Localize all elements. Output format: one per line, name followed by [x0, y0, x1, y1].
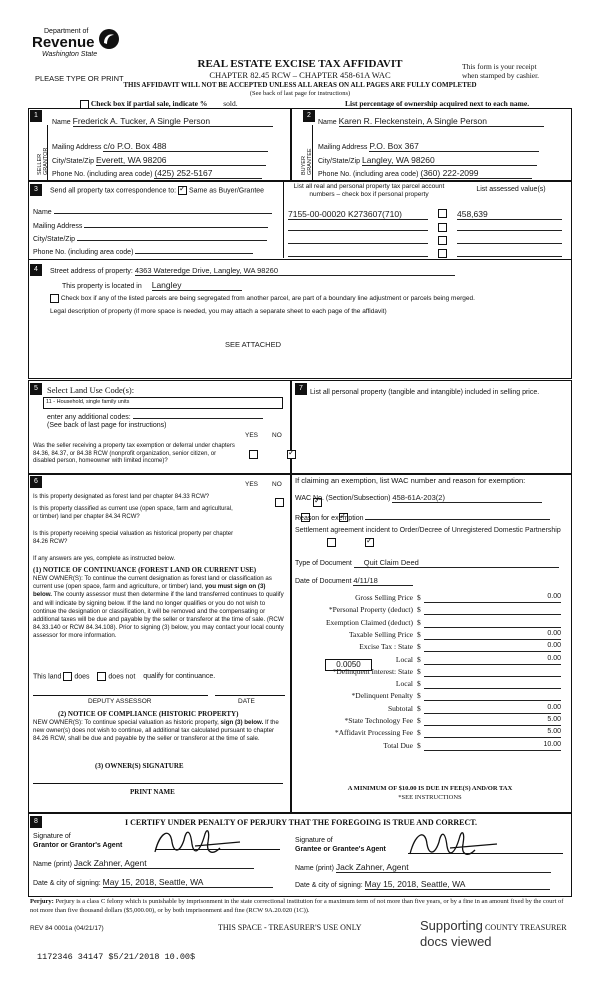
s1-phone-row: Phone No. (including area code) (425) 252-5167	[52, 168, 286, 179]
parcel-number-3[interactable]	[288, 234, 428, 244]
correspondence-name[interactable]	[54, 205, 272, 214]
fee-dollar-sign: $	[417, 679, 421, 689]
s1-city-row: City/State/Zip Everett, WA 98206	[52, 155, 286, 166]
fee-row	[295, 593, 563, 603]
fee-value[interactable]: 0.00	[424, 704, 561, 714]
reason-row: Reason for exemption	[295, 511, 550, 522]
s3-name-row: Name	[33, 205, 278, 216]
deputy-assessor-label: DEPUTY ASSESSOR	[88, 698, 152, 705]
s6-q3: Is this property receiving special valuation as historical property per chapter 84.26 RCW?	[33, 531, 234, 545]
seller-city[interactable]: Everett, WA 98206	[96, 155, 266, 166]
section-4-number: 4	[30, 264, 42, 276]
fee-value[interactable]: 0.00	[424, 593, 561, 603]
right-date-row: Date & city of signing: May 15, 2018, Seattle, WA	[295, 879, 550, 890]
dept-line2: Revenue	[32, 34, 95, 51]
fee-row	[295, 704, 563, 714]
fee-label: Taxable Selling Price	[348, 629, 413, 639]
buyer-grantee-label: BUYER GRANTEE	[301, 148, 313, 175]
revenue-logo	[32, 28, 127, 68]
left-name-row: Name (print) Jack Zahner, Agent	[33, 858, 254, 869]
personal-property-label: List all personal property (tangible and intangible) included in selling price.	[310, 389, 540, 396]
list-percentage: List percentage of ownership acquired next to each name.	[345, 99, 530, 108]
fee-row	[295, 642, 563, 652]
fee-label: *Personal Property (deduct)	[328, 605, 413, 615]
fee-dollar-sign: $	[417, 629, 421, 639]
fee-label: Local	[395, 654, 413, 664]
correspondence-phone[interactable]	[135, 245, 253, 254]
s4-located-row: This property is located in Langley	[62, 280, 242, 291]
s2-name-row: Name Karen R. Fleckenstein, A Single Person	[318, 116, 566, 127]
local-rate: 0.0050	[336, 660, 361, 669]
s5-see-back: (See back of last page for instructions)	[47, 422, 167, 429]
parcel-header1: List all real and personal property tax parcel account	[293, 183, 445, 190]
seller-grantor-label: SELLER GRANTOR	[37, 147, 49, 175]
additional-codes-row: enter any additional codes:	[47, 410, 263, 421]
left-date-row: Date & city of signing: May 15, 2018, Seattle, WA	[33, 877, 273, 888]
fee-row	[295, 728, 563, 738]
fee-value[interactable]	[424, 679, 561, 689]
rev-number: REV 84 0001a (04/21/17)	[30, 925, 104, 932]
fee-dollar-sign: $	[417, 691, 421, 701]
fee-label: Exemption Claimed (deduct)	[325, 617, 413, 627]
fee-dollar-sign: $	[417, 593, 421, 602]
fee-value[interactable]	[424, 605, 561, 615]
land-does-checkbox[interactable]	[63, 672, 72, 681]
right-signature-icon	[405, 822, 515, 864]
chapter-line: CHAPTER 82.45 RCW – CHAPTER 458-61A WAC	[209, 70, 391, 80]
notice2-text: NEW OWNER(S): To continue special valuation as historic property, sign (3) below. If the new owner(s) does not wish to continue, all additional tax calculated pursuant to chapter 84.26 RCW, shall be due and payable by the seller or transferor at the time of sale.	[33, 719, 279, 743]
left-signature-label: Signature of Grantor or Grantor's Agent	[33, 833, 123, 849]
fee-row	[295, 618, 563, 628]
right-signature-label: Signature of Grantee or Grantee's Agent	[295, 837, 386, 853]
assessed-value[interactable]: 458,639	[457, 209, 562, 220]
certify-statement: I CERTIFY UNDER PENALTY OF PERJURY THAT THE FOREGOING IS TRUE AND CORRECT.	[125, 818, 478, 827]
s1-name-row: Name Frederick A. Tucker, A Single Person	[52, 116, 286, 127]
notice1-title: (1) NOTICE OF CONTINUANCE (FOREST LAND OR CURRENT USE)	[33, 566, 257, 574]
fee-dollar-sign: $	[417, 642, 421, 652]
additional-codes-input[interactable]	[133, 410, 263, 419]
s6-yes-header: YES	[245, 481, 259, 488]
exemption-question: If claiming an exemption, list WAC number and reason for exemption:	[295, 476, 526, 485]
land-use-code: 11 - Household, single family units	[46, 399, 130, 405]
land-does-not-checkbox[interactable]	[97, 672, 106, 681]
this-land-row: This land does does not qualify for continuance.	[33, 673, 216, 681]
fee-label: *Delinquent Interest: State	[332, 666, 413, 676]
left-signature-icon	[150, 822, 260, 862]
assessed-value-3[interactable]	[457, 234, 562, 244]
s6-q3-yes-checkbox[interactable]	[327, 538, 336, 547]
s2-phone-row: Phone No. (including area code) (360) 222-2099	[318, 168, 566, 179]
section-6-number: 6	[30, 476, 42, 488]
s2-mail-row: Mailing Address P.O. Box 367	[318, 141, 566, 152]
fee-value[interactable]	[424, 667, 561, 677]
grantee-date-city[interactable]: May 15, 2018, Seattle, WA	[365, 879, 550, 890]
section-1-number: 1	[30, 110, 42, 122]
document-type[interactable]: Quit Claim Deed	[354, 558, 559, 568]
s6-no-header: NO	[272, 481, 282, 488]
owner-signature-line	[33, 783, 283, 784]
s3-phone-row: Phone No. (including area code)	[33, 245, 278, 256]
s5-no-header: NO	[272, 432, 282, 439]
right-name-row: Name (print) Jack Zahner, Agent	[295, 862, 551, 873]
same-as-buyer-checkbox[interactable]	[178, 186, 187, 195]
assessed-value-2[interactable]	[457, 221, 562, 231]
correspondence-mailing-address[interactable]	[84, 219, 268, 228]
fee-row	[295, 679, 563, 689]
s6-q1: Is this property designated as forest land per chapter 84.33 RCW?	[33, 494, 210, 500]
wac-row: WAC No. (Section/Subsection) 458-61A-203(2)	[295, 493, 542, 503]
grantor-date-city[interactable]: May 15, 2018, Seattle, WA	[103, 877, 273, 888]
partial-sale: Check box if partial sale, indicate % sold.	[80, 99, 238, 109]
doc-type-row: Type of Document Quit Claim Deed	[295, 558, 559, 568]
fee-label: Local	[395, 679, 413, 689]
s5-q1-no-checkbox[interactable]	[287, 450, 296, 459]
section-4-box	[28, 258, 572, 379]
section-3-number: 3	[30, 184, 42, 196]
fee-label: *Delinquent Penalty	[351, 691, 413, 701]
s5-yes-header: YES	[245, 432, 259, 439]
fee-dollar-sign: $	[417, 605, 421, 615]
fee-value[interactable]: 5.00	[424, 716, 561, 726]
see-instructions: *SEE INSTRUCTIONS	[398, 794, 462, 801]
s4-street-row: Street address of property: 4363 Wateredge Drive, Langley, WA 98260	[50, 266, 455, 276]
parcel-1-personal-checkbox[interactable]	[438, 209, 447, 218]
segregated-checkbox[interactable]	[50, 294, 59, 303]
parcel-number[interactable]: 7155-00-00020 K273607(710)	[288, 209, 428, 220]
fee-dollar-sign: $	[417, 728, 421, 738]
seller-mailing-address[interactable]: c/o P.O. Box 488	[103, 141, 268, 152]
legal-description-label: Legal description of property (if more space is needed, you may attach a separate sheet to each page of the affidavit)	[50, 308, 387, 315]
fee-dollar-sign: $	[417, 740, 421, 750]
buyer-mailing-address[interactable]: P.O. Box 367	[369, 141, 539, 152]
deputy-date-line	[215, 695, 285, 696]
fee-value[interactable]	[424, 618, 561, 628]
exemption-reason[interactable]: Settlement agreement incident to Order/Decree of Unregistered Domestic Partnership	[295, 527, 561, 534]
see-back-header: (See back of last page for instructions)	[249, 90, 351, 97]
page-title: REAL ESTATE EXCISE TAX AFFIDAVIT	[197, 58, 403, 70]
fee-label: *State Technology Fee	[344, 716, 413, 725]
s6-if-any: If any answers are yes, complete as instructed below.	[33, 556, 176, 562]
section-8-number: 8	[30, 816, 42, 828]
receipt-line1: This form is your receipt	[462, 62, 537, 71]
assessed-header: List assessed value(s)	[476, 186, 546, 193]
grantor-agent-name[interactable]: Jack Zahner, Agent	[74, 858, 254, 869]
s2-vline	[312, 125, 313, 180]
s4-segregated-row: Check box if any of the listed parcels are being segregated from another parcel, are part of a boundary line adjustment or parcels being merged.	[50, 294, 475, 303]
s5-q1: Was the seller receiving a property tax exemption or deferral under chapters 84.36, 84.37, or 84.38 RCW (nonprofit organization, senior citizen, or disabled person, homeowner with limited income)?	[33, 443, 235, 464]
parcel-number-2[interactable]	[288, 221, 428, 231]
grantee-agent-name[interactable]: Jack Zahner, Agent	[336, 862, 551, 873]
fee-row	[295, 605, 563, 615]
fee-dollar-sign: $	[417, 666, 421, 676]
buyer-name[interactable]: Karen R. Fleckenstein, A Single Person	[339, 116, 544, 127]
revenue-swirl-icon	[98, 28, 120, 50]
s1-vline	[47, 125, 48, 180]
seller-phone[interactable]: (425) 252-5167	[154, 168, 262, 179]
perjury-note: Perjury: Perjury is a class C felony which is punishable by imprisonment in the state correctional institution for a maximum term of not more than five years, or by a fine in an amount fixed by the court of not more than five thousand dollars ($5,000.00), or by both imprisonment and fine (RCW 9A.20.020 (1C)).	[30, 898, 564, 914]
fee-row	[295, 716, 563, 726]
s1-mail-row: Mailing Address c/o P.O. Box 488	[52, 141, 286, 152]
wac-number[interactable]: 458-61A-203(2)	[392, 493, 542, 503]
seller-name[interactable]: Frederick A. Tucker, A Single Person	[73, 116, 273, 127]
local-rate-box[interactable]	[325, 659, 372, 671]
property-street-address[interactable]: 4363 Wateredge Drive, Langley, WA 98260	[135, 266, 455, 276]
s3-send-row: Send all property tax correspondence to: ✓ Same as Buyer/Grantee	[50, 186, 264, 195]
fee-dollar-sign: $	[417, 716, 421, 725]
parcel-number-4[interactable]	[288, 247, 428, 257]
fee-label: Total Due	[383, 740, 413, 750]
deputy-assessor-line	[33, 695, 208, 696]
parcel-4-personal-checkbox[interactable]	[438, 249, 447, 258]
s5-q1-yes-checkbox[interactable]	[249, 450, 258, 459]
land-use-select[interactable]	[43, 397, 283, 409]
fee-row	[295, 741, 563, 751]
print-name-label: PRINT NAME	[130, 788, 175, 796]
receipt-stamp: 1172346 34147 $5/21/2018 10.00$	[37, 952, 196, 962]
fee-value[interactable]: 0.00	[424, 642, 561, 652]
fee-row	[295, 691, 563, 701]
correspondence-city[interactable]	[77, 232, 267, 241]
county-treasurer: COUNTY TREASURER	[485, 923, 567, 932]
s6-q2: Is this property classified as current use (open space, farm and agricultural, or timber) land per chapter 84.34 RCW?	[33, 506, 233, 520]
notice1-text: NEW OWNER(S): To continue the current designation as forest land or classification as current use (open space, farm and agriculture, or timber) land, you must sign on (3) below. The county assessor must then determine if the land transferred continues to qualify and will indicate by signing below. If the land no longer qualifies or you do not wish to continue the designation or classification, it will be removed and the compensating or additional taxes will be due and payable by the seller or transferor at the time of sale. (RCW 84.33.140 or RCW 84.34.108). Prior to signing (3) below, you may contact your local county assessor for more information.	[33, 575, 284, 640]
legal-description[interactable]: SEE ATTACHED	[225, 340, 281, 349]
parcel-header2: numbers – check box if personal property	[309, 191, 429, 198]
section-5-number: 5	[30, 383, 42, 395]
fee-label: Excise Tax : State	[359, 642, 413, 652]
s6-q1-yes-checkbox[interactable]	[275, 498, 284, 507]
s3-mail-row: Mailing Address	[33, 219, 278, 230]
section-7-number: 7	[295, 383, 307, 395]
dept-line3: Washington State	[42, 51, 98, 58]
doc-date-row: Date of Document 4/11/18	[295, 576, 413, 586]
fee-label: Subtotal	[387, 703, 413, 713]
section-2-number: 2	[303, 110, 315, 122]
document-date[interactable]: 4/11/18	[353, 576, 413, 586]
fee-value[interactable]	[424, 691, 561, 701]
owner-signature-label: (3) OWNER(S) SIGNATURE	[95, 762, 184, 770]
buyer-city[interactable]: Langley, WA 98260	[362, 155, 537, 166]
fee-label: Gross Selling Price	[355, 593, 413, 602]
treasurer-space: THIS SPACE - TREASURER'S USE ONLY	[218, 923, 362, 932]
s6-q3-no-checkbox[interactable]	[365, 538, 374, 547]
deputy-date-label: DATE	[238, 698, 255, 705]
property-location[interactable]: Langley	[152, 280, 242, 291]
receipt-line2: when stamped by cashier.	[462, 71, 540, 80]
docs-viewed-handwritten: docs viewed	[420, 934, 492, 949]
fee-value[interactable]: 0.00	[424, 655, 561, 665]
buyer-phone[interactable]: (360) 222-2099	[420, 168, 532, 179]
supporting-handwritten: Supporting	[420, 918, 483, 933]
land-use-label: Select Land Use Code(s):	[47, 385, 135, 395]
s3-city-row: City/State/Zip	[33, 232, 278, 243]
fee-dollar-sign: $	[417, 654, 421, 664]
not-accepted: THIS AFFIDAVIT WILL NOT BE ACCEPTED UNLESS ALL AREAS ON ALL PAGES ARE FULLY COMPLETED	[123, 81, 477, 89]
fee-label: *Affidavit Processing Fee	[334, 728, 413, 738]
fee-dollar-sign: $	[417, 703, 421, 713]
please-type: PLEASE TYPE OR PRINT	[35, 74, 124, 83]
fee-value[interactable]: 0.00	[424, 630, 561, 640]
fee-value[interactable]: 10.00	[424, 741, 561, 751]
reason-line	[365, 511, 550, 520]
fee-value[interactable]: 5.00	[424, 728, 561, 738]
dept-line1: Department of	[44, 28, 89, 35]
assessed-value-4[interactable]	[457, 247, 562, 257]
minimum-note: A MINIMUM OF $10.00 IS DUE IN FEE(S) AND/OR TAX	[347, 785, 513, 792]
notice2-title: (2) NOTICE OF COMPLIANCE (HISTORIC PROPERTY)	[58, 710, 239, 718]
fee-row	[295, 630, 563, 640]
fee-dollar-sign: $	[417, 617, 421, 627]
s2-city-row: City/State/Zip Langley, WA 98260	[318, 155, 566, 166]
